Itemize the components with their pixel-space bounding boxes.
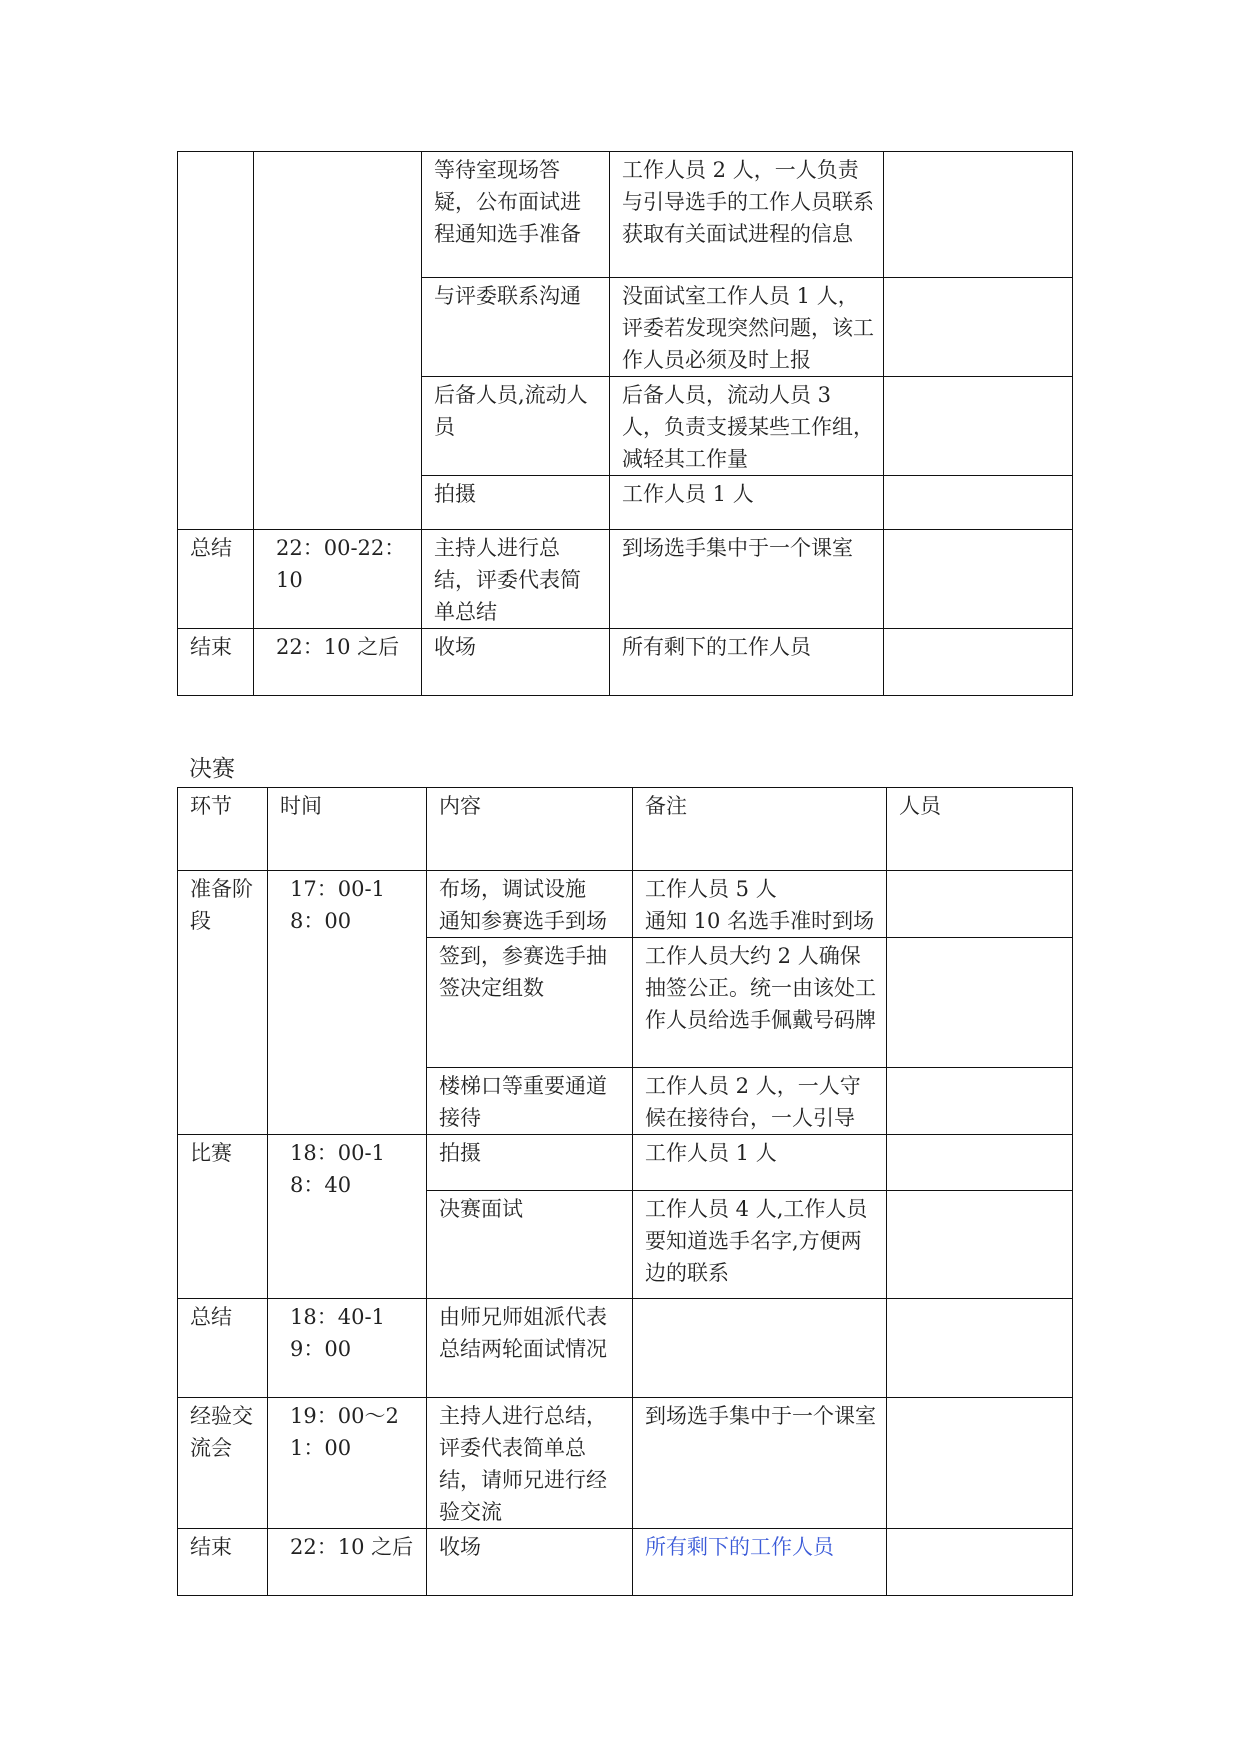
staff-cell <box>887 1191 1073 1299</box>
time-cell: 22：10 之后 <box>254 629 422 696</box>
stage-cell: 结束 <box>178 629 254 696</box>
table-header-row <box>178 788 1073 871</box>
header-content: 内容 <box>427 788 633 871</box>
note-cell: 工作人员大约 2 人确保抽签公正。统一由该处工作人员给选手佩戴号码牌 <box>633 938 887 1068</box>
content-cell: 决赛面试 <box>427 1191 633 1299</box>
schedule-table-continued <box>177 151 1073 696</box>
note-cell: 工作人员 2 人，一人守候在接待台，一人引导 <box>633 1068 887 1135</box>
note-cell: 到场选手集中于一个课室 <box>610 530 884 629</box>
stage-cell: 经验交流会 <box>178 1398 268 1529</box>
note-cell: 工作人员 5 人 通知 10 名选手准时到场 <box>633 871 887 938</box>
content-cell: 拍摄 <box>422 476 610 530</box>
note-cell: 工作人员 1 人 <box>633 1135 887 1191</box>
content-cell: 拍摄 <box>427 1135 633 1191</box>
note-cell: 后备人员，流动人员 3 人，负责支援某些工作组，减轻其工作量 <box>610 377 884 476</box>
stage-cell: 总结 <box>178 530 254 629</box>
note-cell: 没面试室工作人员 1 人，评委若发现突然问题，该工作人员必须及时上报 <box>610 278 884 377</box>
note-cell: 到场选手集中于一个课室 <box>633 1398 887 1529</box>
header-staff: 人员 <box>887 788 1073 871</box>
staff-cell <box>887 1398 1073 1529</box>
note-cell: 工作人员 1 人 <box>610 476 884 530</box>
table-row <box>178 1299 1073 1398</box>
time-cell <box>254 152 422 530</box>
staff-cell <box>887 1068 1073 1135</box>
note-cell: 工作人员 4 人,工作人员要知道选手名字,方便两边的联系 <box>633 1191 887 1299</box>
final-heading: 决赛 <box>189 756 235 782</box>
stage-cell: 准备阶段 <box>178 871 268 1135</box>
stage-cell: 比赛 <box>178 1135 268 1299</box>
content-cell: 等待室现场答疑，公布面试进程通知选手准备 <box>422 152 610 278</box>
table-row <box>178 1529 1073 1596</box>
note-cell: 所有剩下的工作人员 <box>633 1529 887 1596</box>
table-row <box>178 629 1073 696</box>
header-stage: 环节 <box>178 788 268 871</box>
content-cell: 与评委联系沟通 <box>422 278 610 377</box>
table-row <box>178 1135 1073 1191</box>
content-cell: 主持人进行总结，评委代表简单总结，请师兄进行经验交流 <box>427 1398 633 1529</box>
staff-cell <box>884 152 1073 278</box>
staff-cell <box>887 1529 1073 1596</box>
content-cell: 签到，参赛选手抽签决定组数 <box>427 938 633 1068</box>
staff-cell <box>884 629 1073 696</box>
table-row <box>178 152 1073 278</box>
header-note: 备注 <box>633 788 887 871</box>
table-row <box>178 1398 1073 1529</box>
note-cell: 所有剩下的工作人员 <box>610 629 884 696</box>
content-cell: 收场 <box>427 1529 633 1596</box>
time-cell: 22：10 之后 <box>268 1529 427 1596</box>
stage-cell: 总结 <box>178 1299 268 1398</box>
note-cell: 工作人员 2 人，一人负责与引导选手的工作人员联系获取有关面试进程的信息 <box>610 152 884 278</box>
time-cell: 22：00-22：10 <box>254 530 422 629</box>
staff-cell <box>884 476 1073 530</box>
time-cell: 18：40-19：00 <box>268 1299 427 1398</box>
staff-cell <box>884 530 1073 629</box>
header-time: 时间 <box>268 788 427 871</box>
table-row <box>178 530 1073 629</box>
time-cell: 17：00-18：00 <box>268 871 427 1135</box>
content-cell: 后备人员,流动人员 <box>422 377 610 476</box>
content-cell: 收场 <box>422 629 610 696</box>
stage-cell: 结束 <box>178 1529 268 1596</box>
staff-cell <box>887 871 1073 938</box>
staff-cell <box>887 938 1073 1068</box>
content-cell: 布场，调试设施 通知参赛选手到场 <box>427 871 633 938</box>
final-schedule-table <box>177 787 1073 1596</box>
stage-cell <box>178 152 254 530</box>
staff-cell <box>887 1135 1073 1191</box>
content-cell: 主持人进行总结，评委代表简单总结 <box>422 530 610 629</box>
note-cell <box>633 1299 887 1398</box>
time-cell: 19：00～21：00 <box>268 1398 427 1529</box>
staff-cell <box>884 377 1073 476</box>
time-cell: 18：00-18：40 <box>268 1135 427 1299</box>
staff-cell <box>884 278 1073 377</box>
content-cell: 楼梯口等重要通道接待 <box>427 1068 633 1135</box>
staff-cell <box>887 1299 1073 1398</box>
table-row <box>178 871 1073 938</box>
content-cell: 由师兄师姐派代表总结两轮面试情况 <box>427 1299 633 1398</box>
